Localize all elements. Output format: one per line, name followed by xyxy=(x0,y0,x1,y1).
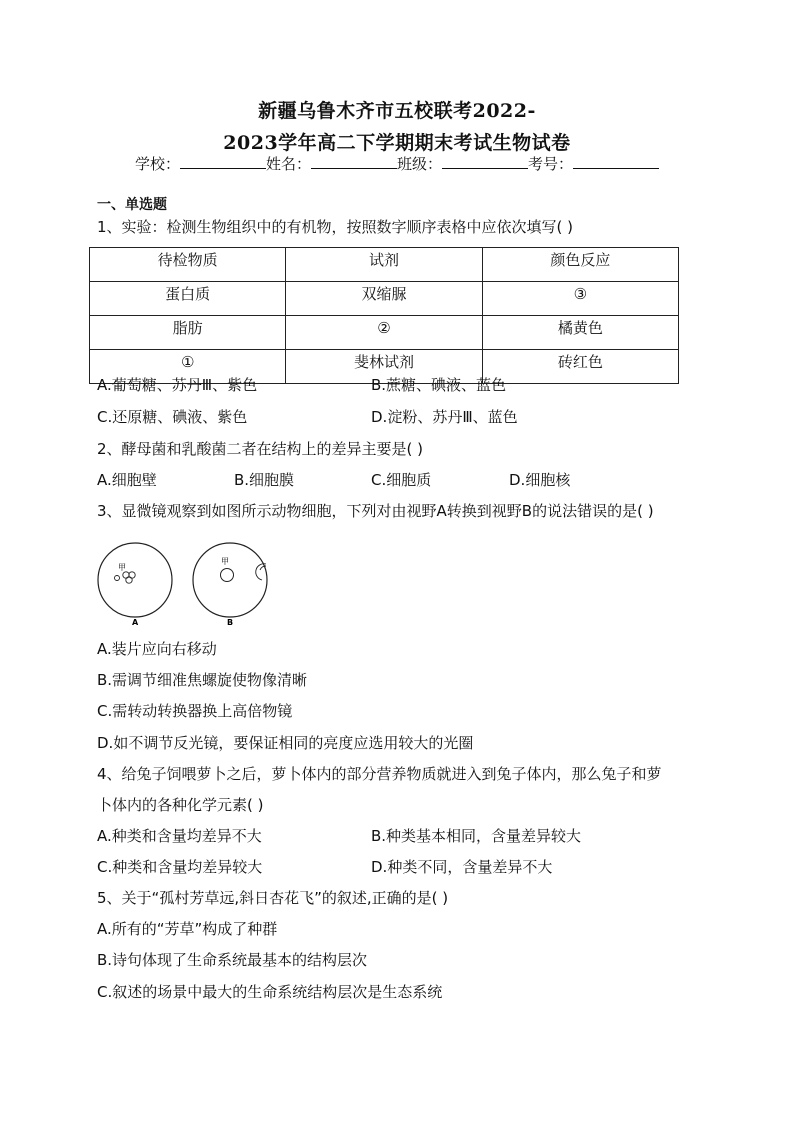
question-5-stem: 5、关于“孤村芳草远,斜日杏花飞”的叙述,正确的是( ) xyxy=(97,889,449,907)
question-4-option-a[interactable]: A.种类和含量均差异不大 xyxy=(97,827,262,845)
question-1-table xyxy=(89,247,679,384)
question-2-option-d[interactable]: D.细胞核 xyxy=(509,471,571,489)
question-4-option-c[interactable]: C.种类和含量均差异较大 xyxy=(97,858,263,876)
table-cell: 双缩脲 xyxy=(286,282,482,316)
table-row xyxy=(90,282,679,316)
question-3-option-b[interactable]: B.需调节细准焦螺旋使物像清晰 xyxy=(97,671,308,689)
table-cell: 脂肪 xyxy=(90,316,286,350)
table-cell: 橘黄色 xyxy=(482,316,678,350)
table-header-cell: 待检物质 xyxy=(90,248,286,282)
question-3-option-c[interactable]: C.需转动转换器换上高倍物镜 xyxy=(97,702,293,720)
question-5-option-b[interactable]: B.诗句体现了生命系统最基本的结构层次 xyxy=(97,951,368,969)
table-cell: 斐林试剂 xyxy=(286,350,482,384)
question-4-stem-line2: 卜体内的各种化学元素( ) xyxy=(97,796,264,814)
table-header-cell: 颜色反应 xyxy=(482,248,678,282)
class-field[interactable] xyxy=(442,154,528,169)
table-header-row xyxy=(90,248,679,282)
question-1-stem: 1、实验：检测生物组织中的有机物，按照数字顺序表格中应依次填写( ) xyxy=(97,218,574,236)
field-a-circle xyxy=(98,543,172,617)
exam-title-line1: 新疆乌鲁木齐市五校联考2022- xyxy=(258,100,536,122)
exam-no-field[interactable] xyxy=(573,154,659,169)
name-field[interactable] xyxy=(311,154,397,169)
question-1-option-d[interactable]: D.淀粉、苏丹Ⅲ、蓝色 xyxy=(371,408,518,426)
table-cell: 砖红色 xyxy=(482,350,678,384)
field-b-circle xyxy=(193,543,267,617)
question-2-option-a[interactable]: A.细胞壁 xyxy=(97,471,157,489)
field-a-cell xyxy=(126,577,132,583)
table-cell: 蛋白质 xyxy=(90,282,286,316)
question-5-option-c[interactable]: C.叙述的场景中最大的生命系统结构层次是生态系统 xyxy=(97,983,443,1001)
question-4-stem-line1: 4、给兔子饲喂萝卜之后，萝卜体内的部分营养物质就进入到兔子体内，那么兔子和萝 xyxy=(97,765,662,783)
question-3-option-d[interactable]: D.如不调节反光镜，要保证相同的亮度应选用较大的光圈 xyxy=(97,734,474,752)
field-b-cell xyxy=(221,569,234,582)
question-3-option-a[interactable]: A.装片应向右移动 xyxy=(97,640,217,658)
field-b-label: B xyxy=(227,618,234,627)
question-1-option-c[interactable]: C.还原糖、碘液、紫色 xyxy=(97,408,248,426)
question-5-option-a[interactable]: A.所有的“芳草”构成了种群 xyxy=(97,920,278,938)
table-header-cell: 试剂 xyxy=(286,248,482,282)
exam-no-label: 考号： xyxy=(528,155,574,173)
school-label: 学校： xyxy=(134,155,180,173)
question-2-option-c[interactable]: C.细胞质 xyxy=(371,471,432,489)
class-label: 班级： xyxy=(397,155,443,173)
table-cell: ③ xyxy=(482,282,678,316)
table-cell: ① xyxy=(90,350,286,384)
question-3-stem: 3、显微镜观察到如图所示动物细胞，下列对由视野A转换到视野B的说法错误的是( ) xyxy=(97,502,654,520)
school-field[interactable] xyxy=(180,154,266,169)
field-a-small-cell xyxy=(115,576,120,581)
table-row xyxy=(90,316,679,350)
question-1-option-b[interactable]: B.蔗糖、碘液、蓝色 xyxy=(371,376,507,394)
question-2-stem: 2、酵母菌和乳酸菌二者在结构上的差异主要是( ) xyxy=(97,440,424,458)
question-4-option-b[interactable]: B.种类基本相同，含量差异较大 xyxy=(371,827,582,845)
exam-title-line2: 2023学年高二下学期期末考试生物试卷 xyxy=(223,132,571,154)
question-1-option-a[interactable]: A.葡萄糖、苏丹Ⅲ、紫色 xyxy=(97,376,258,394)
field-a-cell-label: 甲 xyxy=(118,563,126,572)
name-label: 姓名： xyxy=(265,155,311,173)
student-info-row xyxy=(0,153,794,174)
section-title: 一、单选题 xyxy=(97,197,167,213)
field-b-cell-label: 甲 xyxy=(221,557,229,566)
question-4-option-d[interactable]: D.种类不同，含量差异不大 xyxy=(371,858,553,876)
table-cell: ② xyxy=(286,316,482,350)
field-a-label: A xyxy=(132,618,139,627)
question-2-option-b[interactable]: B.细胞膜 xyxy=(234,471,295,489)
microscope-fields-figure xyxy=(96,540,286,630)
